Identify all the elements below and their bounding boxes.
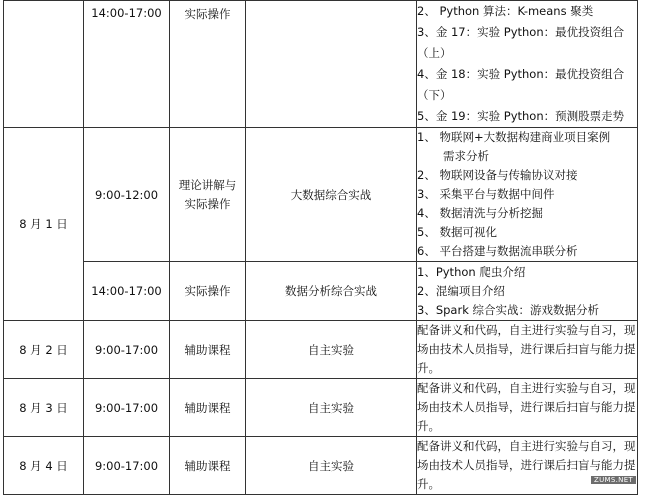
watermark: ZUMS.NET <box>591 476 636 484</box>
time-cell: 9:00-17:00 <box>84 379 170 437</box>
detail-cell: 配备讲义和代码，自主进行实验与自习，现场由技术人员指导，进行课后扫盲与能力提升。 <box>417 437 638 495</box>
date-cell: 8 月 4 日 <box>4 437 84 495</box>
time-cell: 9:00-17:00 <box>84 321 170 379</box>
type-line: 理论讲解与 <box>178 177 237 192</box>
date-cell: 8 月 2 日 <box>4 321 84 379</box>
type-cell: 辅助课程 <box>170 437 246 495</box>
list-item: 2、 Python 算法：K-means 聚类 <box>417 4 594 18</box>
time-cell: 14:00-17:00 <box>84 1 170 128</box>
time-cell: 9:00-17:00 <box>84 437 170 495</box>
topic-cell: 自主实验 <box>246 437 417 495</box>
schedule-table <box>3 0 638 495</box>
time-cell: 9:00-12:00 <box>84 128 170 262</box>
type-cell: 实际操作 <box>170 262 246 321</box>
table-row <box>4 379 638 437</box>
list-item: 4、金 18：实验 Python：最优投资组合 <box>417 67 625 81</box>
list-item: 需求分析 <box>443 149 489 163</box>
list-item: 1、Python 爬虫介绍 <box>417 264 526 279</box>
list-item: （上） <box>417 46 452 60</box>
list-item: 4、 数据清洗与分析挖掘 <box>417 206 543 220</box>
topic-cell: 数据分析综合实战 <box>246 262 417 321</box>
type-cell: 辅助课程 <box>170 379 246 437</box>
date-cell: 8 月 3 日 <box>4 379 84 437</box>
list-item: 2、 物联网设备与传输协议对接 <box>417 168 578 182</box>
table-row <box>4 128 638 262</box>
type-cell: 实际操作 <box>170 1 246 128</box>
table-row <box>4 321 638 379</box>
topic-cell: 大数据综合实战 <box>246 128 417 262</box>
topic-cell <box>246 1 417 128</box>
time-cell: 14:00-17:00 <box>84 262 170 321</box>
topic-cell: 自主实验 <box>246 321 417 379</box>
detail-cell: 配备讲义和代码，自主进行实验与自习，现场由技术人员指导，进行课后扫盲与能力提升。 <box>417 321 638 379</box>
list-item: 3、 采集平台与数据中间件 <box>417 187 555 201</box>
detail-cell <box>417 262 638 321</box>
detail-cell: 配备讲义和代码，自主进行实验与自习，现场由技术人员指导，进行课后扫盲与能力提升。 <box>417 379 638 437</box>
list-item: （下） <box>417 88 452 102</box>
table-row <box>4 262 638 321</box>
detail-cell <box>417 1 638 128</box>
date-cell <box>4 1 84 128</box>
topic-cell: 自主实验 <box>246 379 417 437</box>
list-item: 2、混编项目介绍 <box>417 283 505 298</box>
type-line: 实际操作 <box>184 196 231 211</box>
list-item: 3、Spark 综合实战：游戏数据分析 <box>417 302 600 317</box>
list-item: 6、 平台搭建与数据流串联分析 <box>417 244 578 258</box>
list-item: 5、金 19：实验 Python：预测股票走势 <box>417 109 625 123</box>
date-cell: 8 月 1 日 <box>4 128 84 321</box>
detail-cell <box>417 128 638 262</box>
table-row <box>4 1 638 128</box>
list-item: 1、 物联网+大数据构建商业项目案例 <box>417 130 611 144</box>
type-cell: 辅助课程 <box>170 321 246 379</box>
table-row <box>4 437 638 495</box>
list-item: 5、 数据可视化 <box>417 225 497 239</box>
list-item: 3、金 17：实验 Python：最优投资组合 <box>417 25 625 39</box>
type-cell <box>170 128 246 262</box>
